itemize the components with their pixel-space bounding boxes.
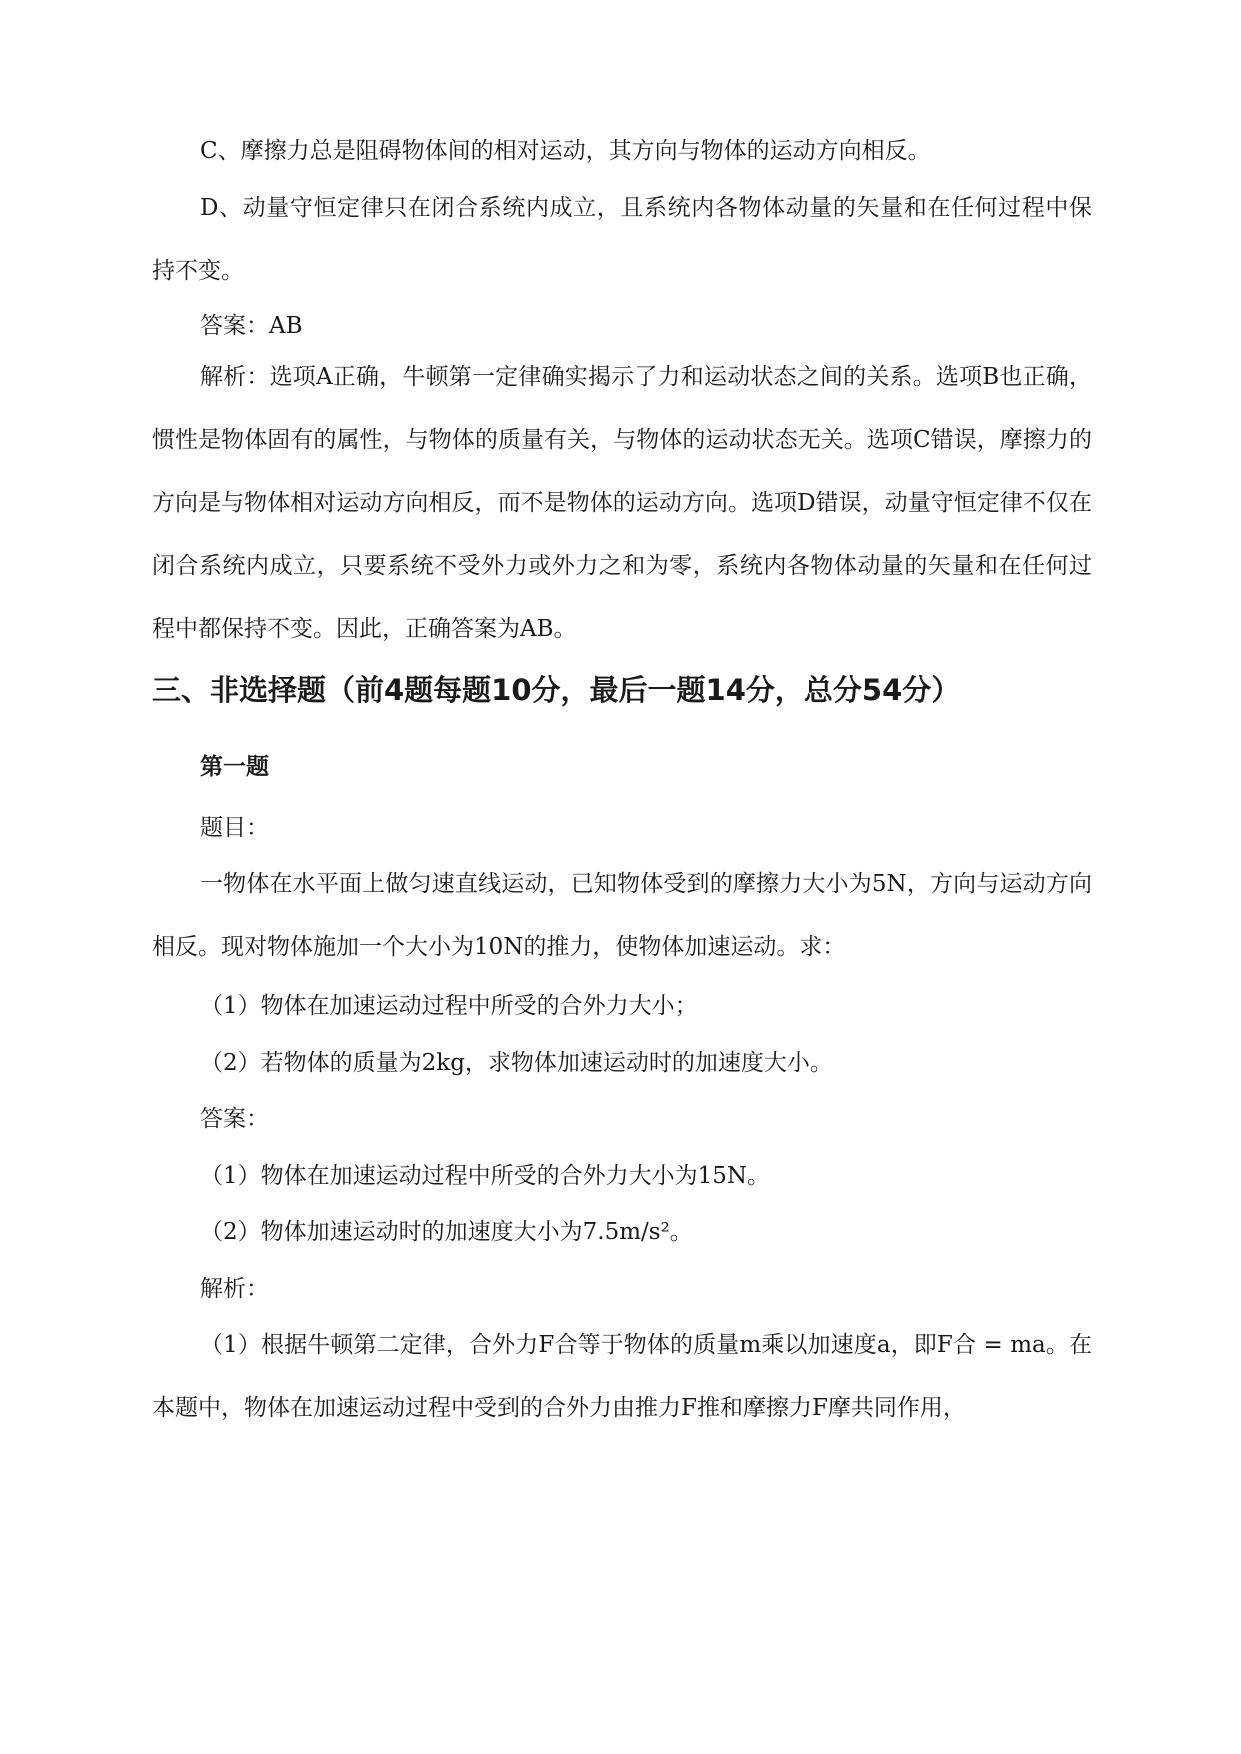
analysis-1: （1）根据牛顿第二定律，合外力F合等于物体的质量m乘以加速度a，即F合 = ma。在本题中，物体在加速运动过程中受到的合外力由推力F推和摩擦力F摩共同作用， — [152, 1332, 1092, 1421]
answer-prev: 答案：AB — [200, 313, 303, 339]
analysis-label: 解析： — [200, 1276, 269, 1302]
sub-question-1: （1）物体在加速运动过程中所受的合外力大小； — [200, 993, 698, 1019]
answer-1: （1）物体在加速运动过程中所受的合外力大小为15N。 — [200, 1163, 771, 1189]
section-title: 三、非选择题（前4题每题10分，最后一题14分，总分54分） — [152, 673, 961, 707]
analysis-prev: 解析：选项A正确，牛顿第一定律确实揭示了力和运动状态之间的关系。选项B也正确，惯性是物体固有的属性，与物体的质量有关，与物体的运动状态无关。选项C错误，摩擦力的方向是与物体相对运动方向相反，而不是物体的运动方向。选项D错误，动量守恒定律不仅在闭合系统内成立，只要系统不受外力或外力之和为零，系统内各物体动量的矢量和在任何过程中都保持不变。因此，正确答案为AB。 — [152, 364, 1092, 642]
question-heading: 第一题 — [200, 754, 269, 780]
answer-2: （2）物体加速运动时的加速度大小为7.5m/s²。 — [200, 1219, 693, 1245]
question-stem: 一物体在水平面上做匀速直线运动，已知物体受到的摩擦力大小为5N，方向与运动方向相反。现对物体施加一个大小为10N的推力，使物体加速运动。求： — [152, 871, 1092, 960]
sub-question-2: （2）若物体的质量为2kg，求物体加速运动时的加速度大小。 — [200, 1050, 833, 1076]
question-stem-label: 题目： — [200, 815, 269, 841]
answer-label: 答案： — [200, 1106, 269, 1132]
option-d-text: D、动量守恒定律只在闭合系统内成立，且系统内各物体动量的矢量和在任何过程中保持不变。 — [152, 195, 1092, 284]
option-c-text: C、摩擦力总是阻碍物体间的相对运动，其方向与物体的运动方向相反。 — [200, 138, 931, 164]
